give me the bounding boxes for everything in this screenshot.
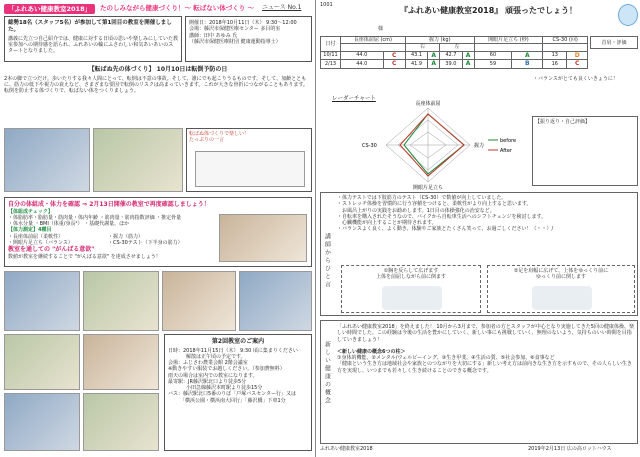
newsletter-subtitle: たのしみながら健康づくり！～ 転ばない体づくり ～ [100,4,255,12]
next-place: 会場：ふじさわ農業会館 2階会議室 [168,360,248,366]
table-row [321,60,588,69]
exercise-card-2 [487,265,635,313]
photo-exercise-6 [83,334,159,390]
fitness-item: ・開眼片足立ち（バランス） [8,239,73,246]
measure-list-head: 【体組成チェック】 [8,208,53,215]
news-number: ニュース No.1 [262,4,302,11]
table-cell: A [462,51,474,60]
table-cell: 42.7 [440,51,462,60]
measure-item: ・体脂肪率・脂肪量・筋肉量・体内年齢 ・筋肉量・筋肉指数評価 ・推定骨量 [8,214,182,221]
event-place: 会場：藤沢市保健医療センター 多目的室 [189,26,281,33]
legend-before: before [500,138,517,144]
name-label: 様 [378,26,384,32]
instructor-comment: ・バランスよく良く、よく動き、体験やご家族とたくさん笑って、お過ごしください！（＾＾）/ [337,226,554,233]
instructor-comment: ・体力テストでは下肢筋力のテスト（CS-30）で数値が向上していました。 [337,195,507,201]
newsletter-page [0,0,316,457]
fitness-item: ・長座体前屈（柔軟性） [8,233,64,240]
table-cell: 44.0 [341,51,384,60]
intro-title: 総勢18名（スタッフ5名）が参加して第1回目の教室を開催しました。 [8,20,172,33]
intro-box [4,16,182,62]
table-cell: 59 [474,60,512,69]
legend-after: After [500,148,513,154]
lecture-body: 2本の脚で立つだけ。歩いたりする我々人間にとって、転倒は不意の事故。そして、誰にでも起こりうるものです。そして、加齢とともに、筋力の低下や視力の衰えなど、さまざまな要因で転倒のリスクは高まっていきます。これが大きな骨折につながることもあります。転倒を防止する体づくりで、転ばない体をつくりましょう。 [4,75,309,94]
next-session-title: 第2回教室のご案内 [211,338,265,345]
mascot-icon [618,4,638,26]
photo-measurement [219,214,307,262]
radar-axis-label: CS-30 [362,143,377,149]
next-access-2: 小田急線藤沢本町駅より徒歩15分 [186,385,263,391]
photo-exercise-8 [83,393,159,451]
table-cell: 60 [474,51,512,60]
table-head: 長座体前屈 (cm) [341,37,406,44]
reflection-title: 【振り返り・自己評価】 [535,119,591,125]
table-cell: C [383,51,405,60]
table-cell: 2/13 [321,60,341,69]
instructor-comment: 心臓機能が向上することが期待されます。 [337,220,437,226]
table-cell: A [428,60,440,69]
table-head: 握力 (kg) [405,37,474,44]
fitness-item: ・握力（筋力） [108,233,144,240]
results-table [320,36,588,69]
table-cell: B [512,60,543,69]
fitness-note-2: 数値が教室を継続することで "がんばる意欲" を達成させましょう！ [8,253,161,260]
instructor-comment: ・自転車を購入されたそうなので、バイクから自転車生活へのシフトチェンジを検討します。 [337,213,547,220]
instructor-label: 講師からひと言 [323,233,331,289]
photo-exercise-3 [162,271,236,331]
table-cell: 13 [543,51,567,60]
instructor-comment: お風呂上がりの実践をお勧めします。1日目の体操強化の治安など。 [337,207,495,214]
next-time: 解散は正午頃の予定です。 [186,353,246,360]
exercise-1-figure [382,286,442,310]
radar-axis-label: 開眼片足立ち [412,185,444,190]
table-subhead: 左 [440,44,474,51]
next-note: 雨天の場合は室内での教室になります。 [168,372,258,379]
eval-comment: ・バランスがとても良くいきょうに！ [533,76,618,82]
participant-id: 1001 [320,2,333,8]
event-date: 開催日：2018年10月11日（木） 9:30～12:00 [189,20,297,26]
exercise-2-text-2: ゆっくり前に倒します [536,274,586,281]
photo-lecture-slide [93,128,183,192]
next-session-box [164,334,312,451]
lecture-title: 【転ばぬ先の体づくり】 10月10日は転倒予防の日 [88,66,228,73]
exercise-1-text: ①胸を反らして広げます [383,268,439,274]
next-bus-2: 「横浜公園・横浜南大回行」「藤沢橋」下車1分 [180,397,286,404]
fitness-note: 教室を通しての "がんばる意欲" [8,246,95,253]
next-bring: ※動きやすい服装でお越しください。（参加費無料） [168,366,285,373]
exercise-2-text: ②足を肩幅に広げて、上体をゆっくり前に [513,268,609,274]
table-cell: 43.1 [405,51,427,60]
photo-lecture-room [4,128,90,192]
exercise-1-text-2: 上体を前屈しながら前に倒ます [375,274,446,281]
photo-note-2: たっぷりの一言 [189,137,225,144]
table-cell: 39.0 [440,60,462,69]
next-bus-1: バス：藤沢駅北口5番のりば「戸塚バスセンター行」又は [168,391,296,398]
photo-exercise-4 [239,271,312,331]
photo-exercise-7 [4,393,80,451]
reflection-box [532,116,638,186]
concept-content [337,324,635,374]
eval-header: 首肩・評価 [590,36,638,49]
radar-chart [338,100,518,190]
concept-label: 新しい健康の概念 [323,341,331,405]
measure-item: ・体水分量 ・BMI（体重/身長²） ・基礎代謝量、ほか [8,221,130,227]
photo-note-1: 転ばぬ体づくりで楽しい！ [189,131,250,137]
results-page [318,0,640,457]
table-cell: A [462,60,474,69]
table-head: 開眼片足立ち (秒) [474,37,543,44]
photo-exercise-5 [4,334,80,390]
instructor-comment: ・ストレッチ体操を習慣的に行う容積をつけると、柔軟性がより向上すると思います。 [337,201,532,208]
photo-exercise-2 [83,271,159,331]
instructor-comments [337,195,635,233]
concept-pillars: ①身体的機能、②メンタル/ウェルビーイング、③生き甲斐、④生活の質、⑤社会参加、⑥食事など [337,355,555,361]
event-lecturer-org: （藤沢市保健医療財団 健康運動指導士） [189,38,281,45]
table-row [321,51,588,60]
concept-section [320,320,638,444]
event-lecturer: 講師：田中 あゆみ 氏 [189,32,238,39]
fitness-head: 【体力測定】4種目 [8,227,52,234]
flow-diagram [195,151,305,187]
results-title: 『ふれあい健康教室2018』 頑張ったでしょう！ [400,6,578,15]
next-date: 日時：2018年11月15日（木） 9:30 頃に集まりください [168,347,298,354]
instructor-section [320,192,638,316]
table-cell: 41.9 [405,60,427,69]
lecture-section [4,66,312,126]
radar-axis-label: 長座体前屈 [415,101,441,107]
table-cell: A [428,51,440,60]
concept-body: 「ふれあい健康教室2018」を終えました！ 10月から3月まで、参加者の方とスタッフが中心となり実施してきた5回の健康体操、楽しい時間でした。この経験は今後の生活を豊かにしていく、新しい事にも挑戦していく、無理のないよう、気持ちのいい時間を目指していきましょう！ [337,324,634,343]
next-access-1: 最寄駅：JR藤沢駅北口より徒歩5分 [168,378,247,385]
table-cell: 44.0 [341,60,384,69]
table-cell: D [567,51,588,60]
footer-right: 2019年2月13日 広の高ロットハウス [528,446,612,452]
slide-diagram [186,128,312,192]
table-head: CS-30 (回) [543,37,588,44]
table-cell: 10/11 [321,51,341,60]
table-subhead: 右 [405,44,439,51]
table-cell: 16 [543,60,567,69]
exercise-2-figure [532,286,592,310]
concept-head: ＜新しい健康の概念6つの柱＞ [337,348,406,355]
newsletter-badge: 「ふれあい健康教室2018」 [4,4,95,14]
radar-axis-label: 握力 [474,143,485,149]
measure-title: 自分の体組成・体力を確認 ⇒ 2月13日開催の教室で再度確認しましょう！ [8,201,210,208]
exercise-card-1 [341,265,481,313]
concept-quote: 「健康という生き方は地域社会や家族とのつながりを大切にする」新しい考え方は前向きな生き方を示すもので、その人らしい生き方を実現し、いつまでも若々しく生き続けることのできる概念です。 [337,361,632,374]
table-cell: A [512,51,543,60]
table-head-date: 日付 [321,37,341,52]
measure-section [4,197,312,267]
fitness-item: ・CS-30テスト（下半身の筋力） [108,239,183,246]
event-info-box [185,16,312,62]
table-cell: C [567,60,588,69]
table-cell: C [383,60,405,69]
photo-exercise-1 [4,271,80,331]
intro-body: 講義に先立つ自己紹介では、健康に対する日頃の思いや楽しみにしていた教室参加への期待感を語られ、ふれあいの輪にふさわしい和気あいあいのスタートとなりました。 [8,35,179,55]
radar-title: レーダーチャート [332,96,376,102]
footer-left: ふれあい健康教室2018 [320,446,373,452]
